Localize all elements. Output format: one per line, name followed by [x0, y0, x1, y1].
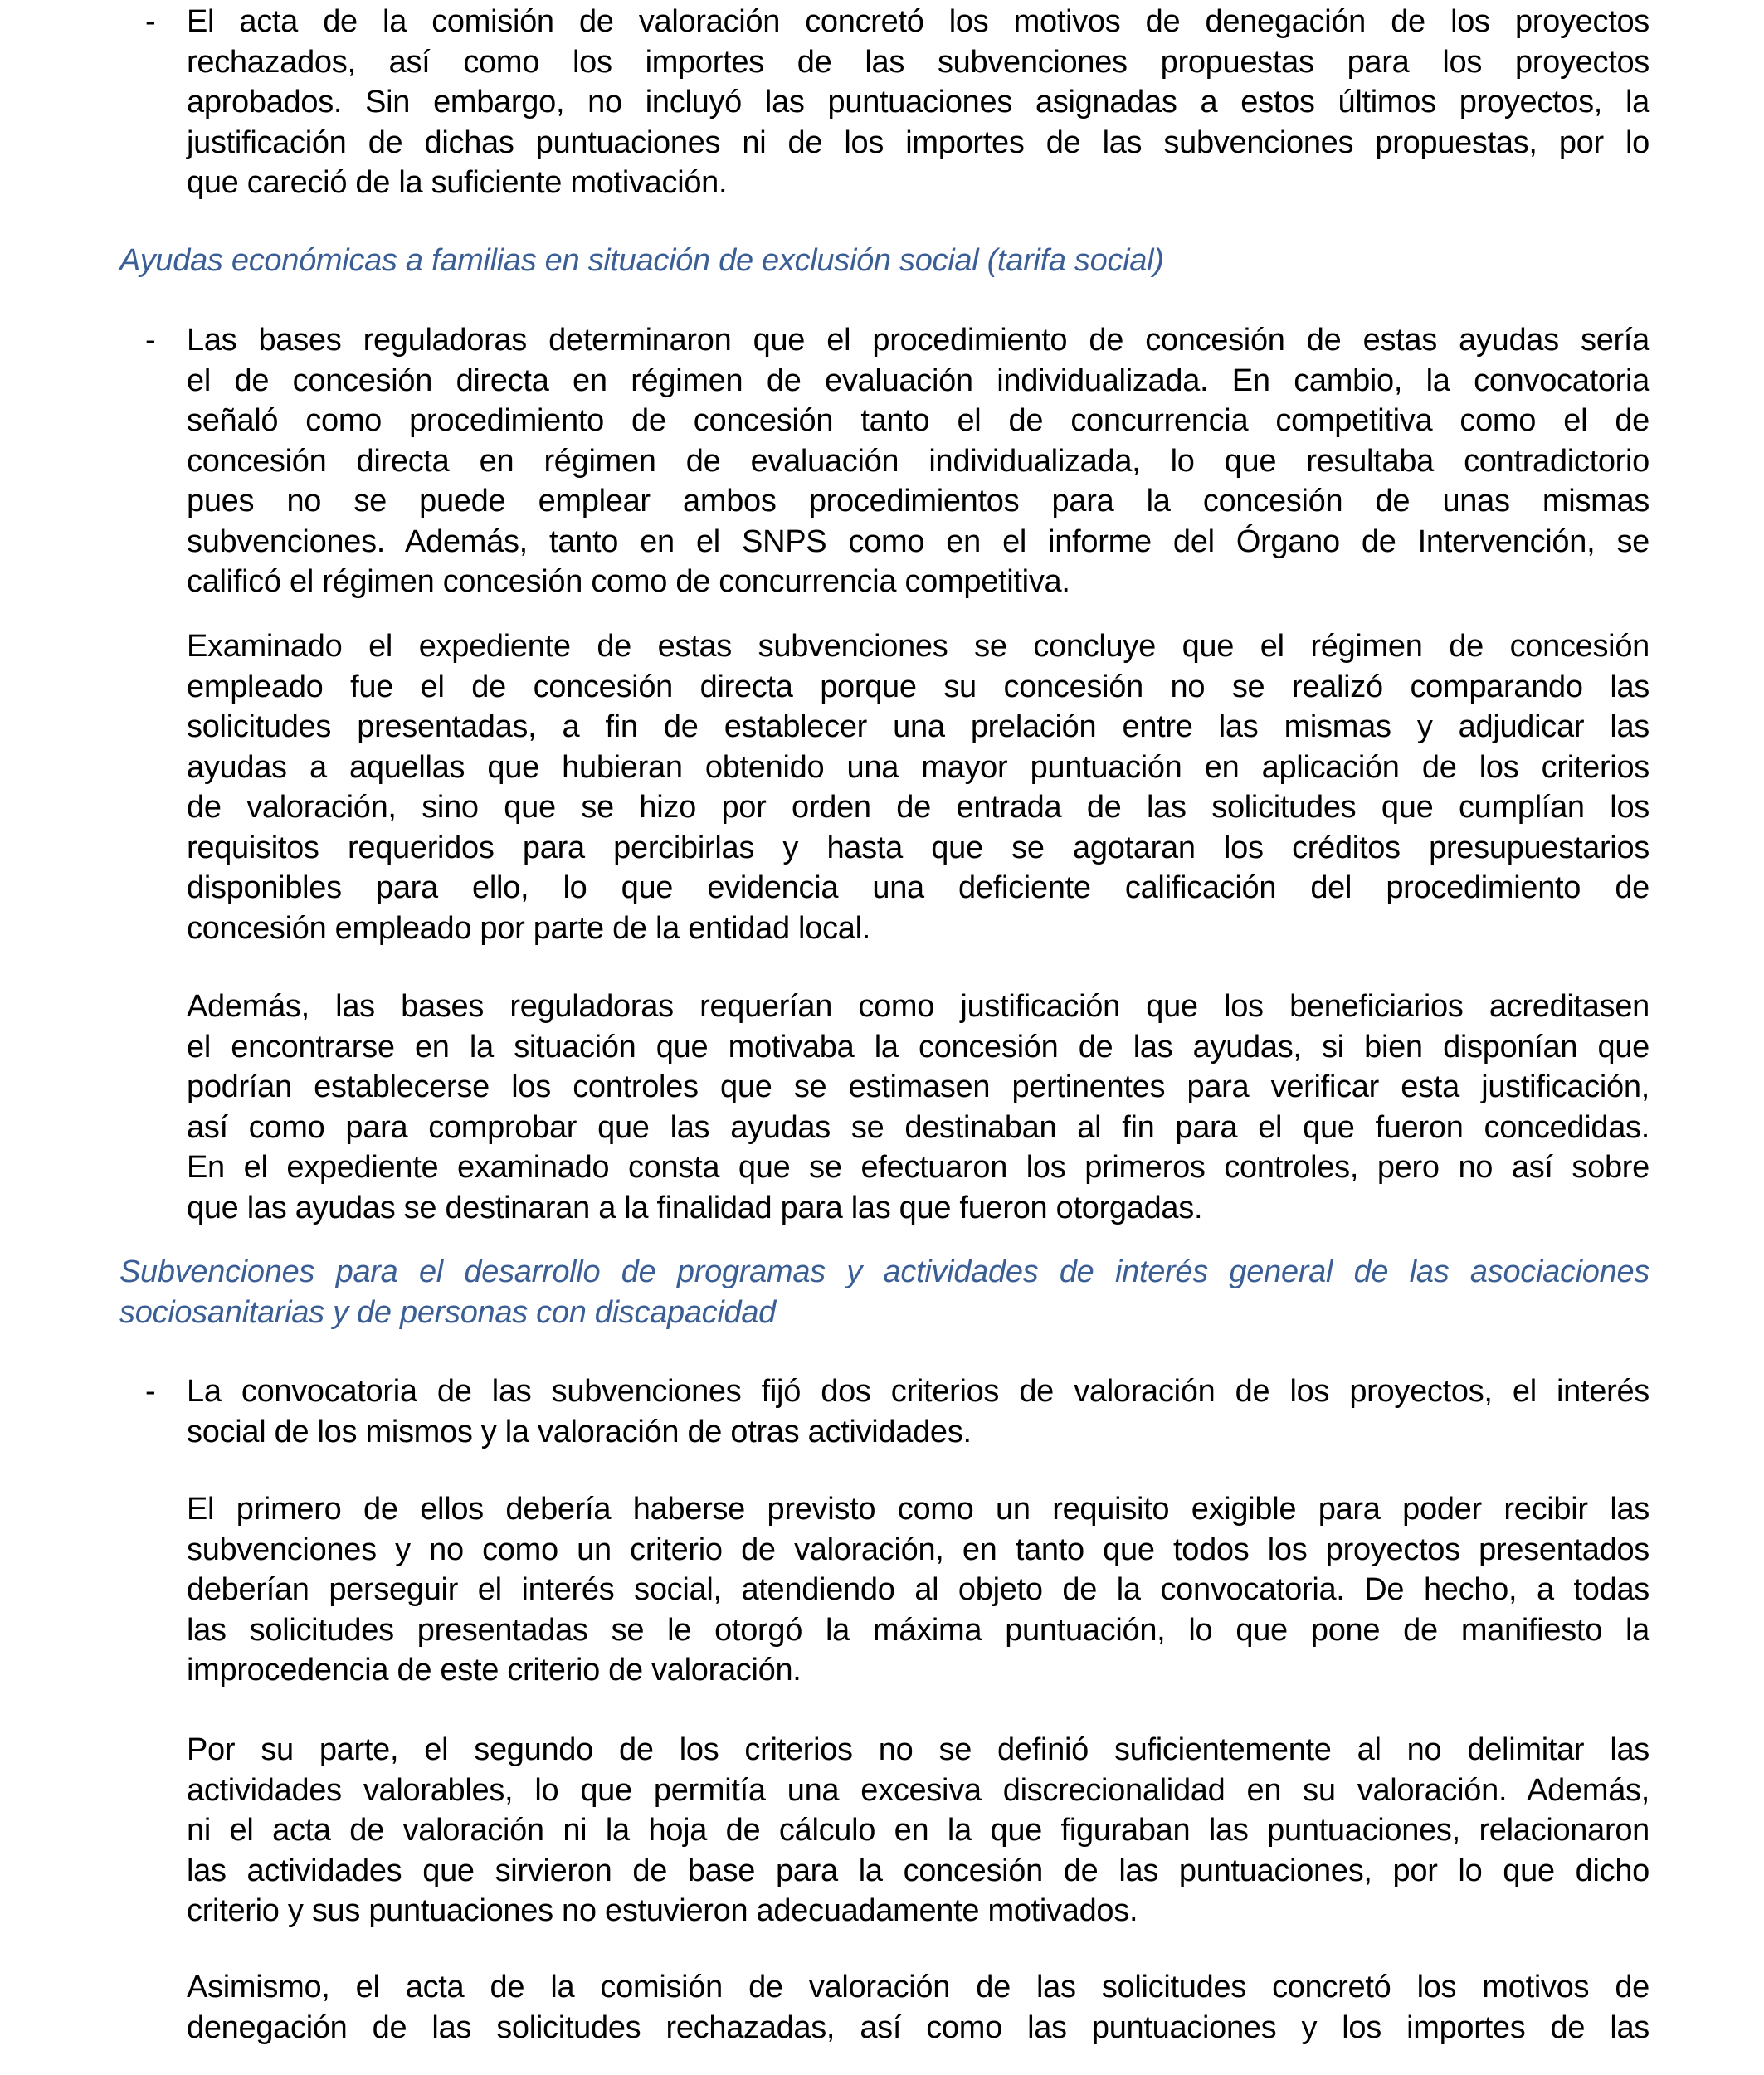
text-line: subvenciones. Además, tanto en el SNPS como en el informe del Órgano de Intervención, se — [187, 524, 1649, 559]
paragraph — [187, 1489, 1649, 1691]
text-line: que las ayudas se destinaran a la finalidad para las que fueron otorgadas. — [187, 1190, 1203, 1225]
text-line: El primero de ellos debería haberse previsto como un requisito exigible para poder recibir las — [187, 1492, 1649, 1527]
text-line: aprobados. Sin embargo, no incluyó las puntuaciones asignadas a estos últimos proyectos, la — [187, 85, 1649, 119]
paragraph — [187, 626, 1649, 948]
text-line: Asimismo, el acta de la comisión de valoración de las solicitudes concretó los motivos de — [187, 1970, 1649, 2004]
text-line: ni el acta de valoración ni la hoja de cálculo en la que figuraban las puntuaciones, relacionaron — [187, 1813, 1649, 1848]
text-line: el encontrarse en la situación que motivaba la concesión de las ayudas, si bien disponían que — [187, 1029, 1649, 1064]
text-line: sociosanitarias y de personas con discapacidad — [119, 1294, 777, 1330]
text-line: ayudas a aquellas que hubieran obtenido una mayor puntuación en aplicación de los criterios — [187, 749, 1649, 785]
text-line: actividades valorables, lo que permitía una excesiva discrecionalidad en su valoración. Además, — [187, 1772, 1649, 1808]
text-line: El acta de la comisión de valoración concretó los motivos de denegación de los proyectos — [187, 4, 1649, 39]
paragraph — [187, 986, 1649, 1228]
bullet-dash: - — [145, 323, 156, 358]
text-line: criterio y sus puntuaciones no estuvieron adecuadamente motivados. — [187, 1893, 1138, 1928]
text-line: improcedencia de este criterio de valoración. — [187, 1653, 802, 1688]
text-line: calificó el régimen concesión como de concurrencia competitiva. — [187, 564, 1070, 599]
bullet-dash: - — [145, 1374, 156, 1409]
text-line: justificación de dichas puntuaciones ni de los importes de las subvenciones propuestas, por lo — [187, 124, 1649, 160]
text-line: Subvenciones para el desarrollo de programas y actividades de interés general de las asociaciones — [119, 1254, 1649, 1289]
text-line: así como para comprobar que las ayudas se destinaban al fin para el que fueron concedidas. — [187, 1109, 1649, 1145]
paragraph — [187, 1730, 1649, 1931]
text-line: deberían perseguir el interés social, atendiendo al objeto de la convocatoria. De hecho, a todas — [187, 1572, 1649, 1607]
section-heading — [119, 241, 1649, 281]
text-line: las solicitudes presentadas se le otorgó la máxima puntuación, lo que pone de manifiesto la — [187, 1612, 1649, 1648]
text-line: Examinado el expediente de estas subvenciones se concluye que el régimen de concesión — [187, 629, 1649, 664]
bullet-paragraph — [145, 320, 1649, 602]
text-line: que careció de la suficiente motivación. — [187, 165, 728, 200]
text-line: disponibles para ello, lo que evidencia una deficiente calificación del procedimiento de — [187, 870, 1649, 905]
text-line: de valoración, sino que se hizo por orden de entrada de las solicitudes que cumplían los — [187, 790, 1649, 825]
text-line: podrían establecerse los controles que se estimasen pertinentes para verificar esta justificación, — [187, 1069, 1649, 1104]
text-line: las actividades que sirvieron de base para la concesión de las puntuaciones, por lo que dicho — [187, 1853, 1649, 1888]
text-line: empleado fue el de concesión directa porque su concesión no se realizó comparando las — [187, 669, 1649, 704]
text-line: Las bases reguladoras determinaron que el procedimiento de concesión de estas ayudas sería — [187, 323, 1649, 358]
text-line: solicitudes presentadas, a fin de establecer una prelación entre las mismas y adjudicar las — [187, 709, 1649, 744]
bullet-paragraph — [145, 2, 1649, 203]
text-line: concesión empleado por parte de la entidad local. — [187, 910, 870, 946]
text-line: Ayudas económicas a familias en situación de exclusión social (tarifa social) — [119, 243, 1164, 278]
text-line: Por su parte, el segundo de los criterios no se definió suficientemente al no delimitar las — [187, 1732, 1649, 1767]
text-line: rechazados, así como los importes de las subvenciones propuestas para los proyectos — [187, 44, 1649, 80]
text-line: En el expediente examinado consta que se efectuaron los primeros controles, pero no así sobre — [187, 1150, 1649, 1185]
section-heading — [119, 1252, 1649, 1332]
text-line: pues no se puede emplear ambos procedimientos para la concesión de unas mismas — [187, 484, 1649, 519]
text-line: Además, las bases reguladoras requerían como justificación que los beneficiarios acreditasen — [187, 989, 1649, 1024]
paragraph — [187, 1967, 1649, 2048]
bullet-paragraph — [145, 1371, 1649, 1452]
text-line: subvenciones y no como un criterio de valoración, en tanto que todos los proyectos presentados — [187, 1532, 1649, 1567]
text-line: requisitos requeridos para percibirlas y hasta que se agotaran los créditos presupuestarios — [187, 830, 1649, 865]
text-line: el de concesión directa en régimen de evaluación individualizada. En cambio, la convocatoria — [187, 363, 1649, 398]
text-line: concesión directa en régimen de evaluación individualizada, lo que resultaba contradictorio — [187, 443, 1649, 479]
text-line: señaló como procedimiento de concesión tanto el de concurrencia competitiva como el de — [187, 403, 1649, 438]
text-line: social de los mismos y la valoración de otras actividades. — [187, 1414, 972, 1449]
text-line: denegación de las solicitudes rechazadas, así como las puntuaciones y los importes de las — [187, 2009, 1649, 2045]
bullet-dash: - — [145, 4, 156, 39]
text-line: La convocatoria de las subvenciones fijó dos criterios de valoración de los proyectos, el interés — [187, 1374, 1649, 1409]
